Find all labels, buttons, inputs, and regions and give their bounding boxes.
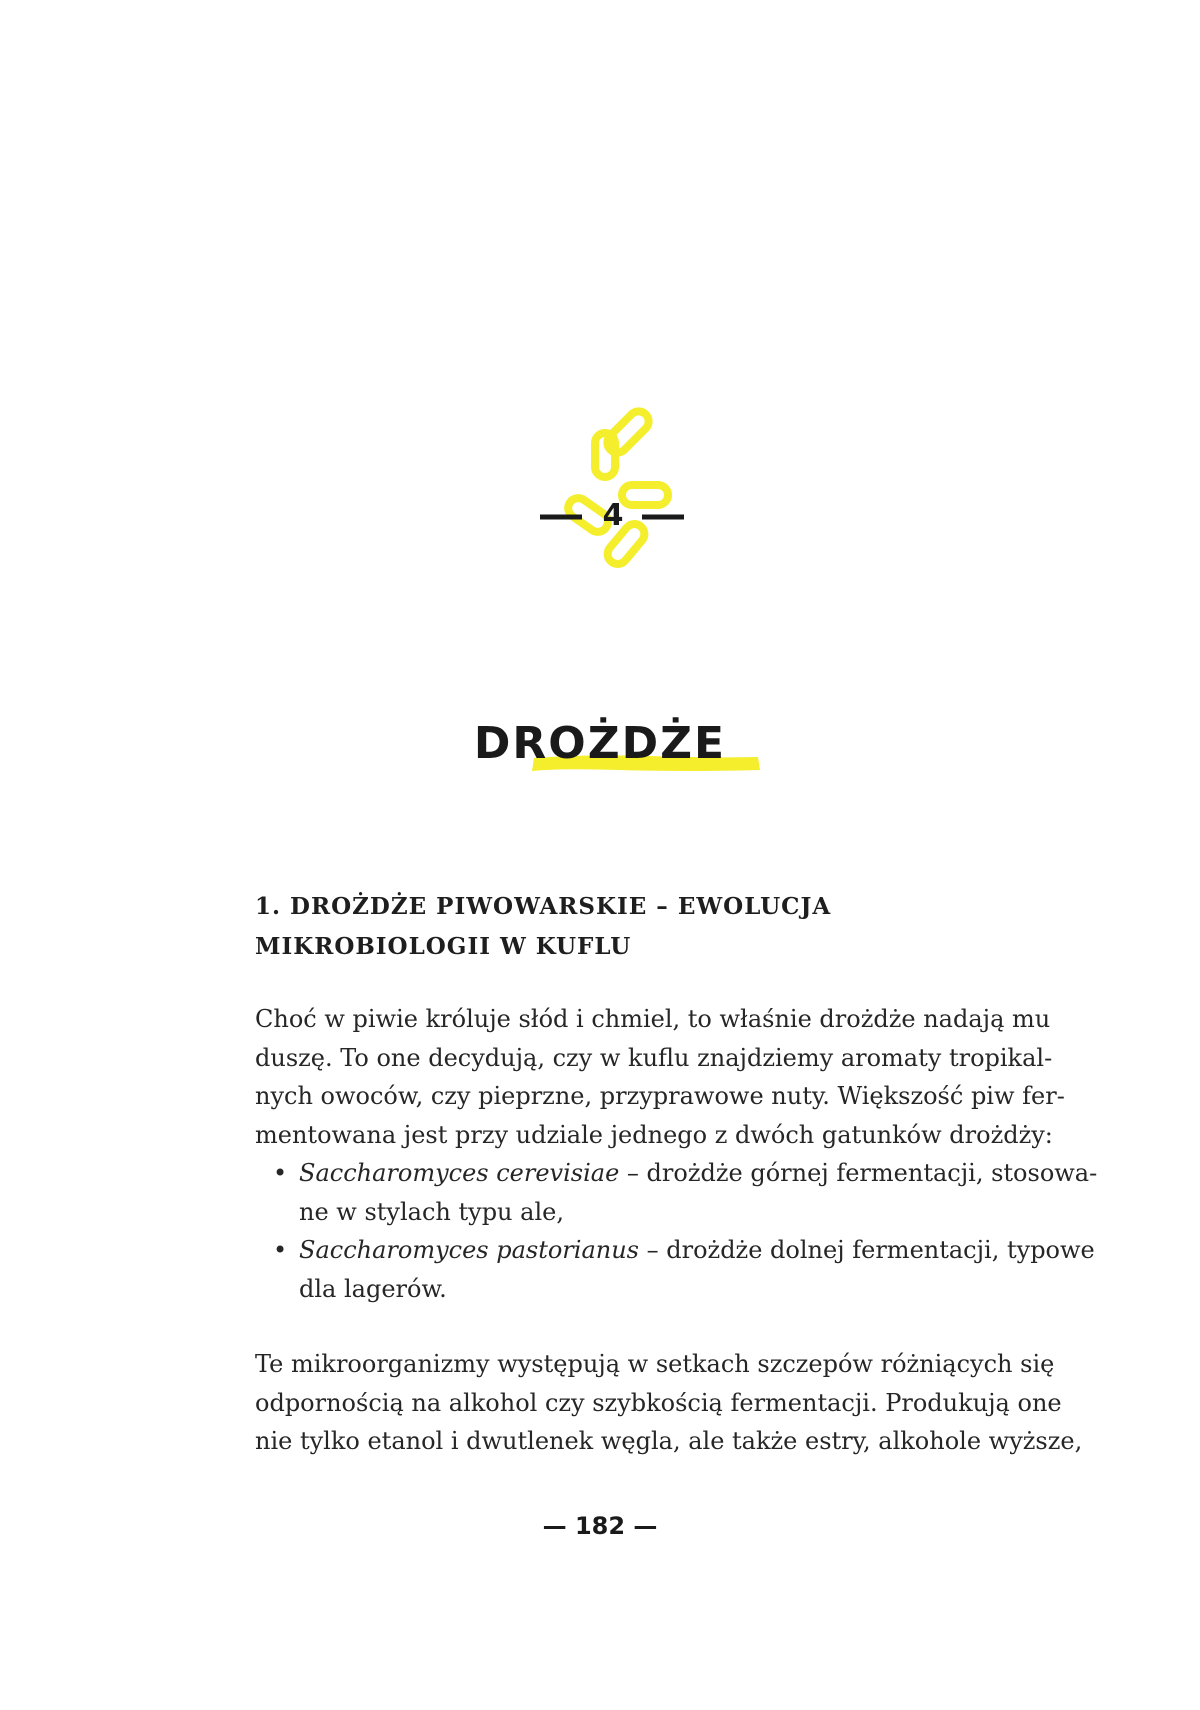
list-item-text: – drożdże dolnej fermentacji, typowe <box>639 1236 1095 1264</box>
yeast-species-list <box>255 1154 1098 1308</box>
chapter-number: 4 <box>602 498 624 533</box>
species-name: Saccharomyces pastorianus <box>299 1236 639 1264</box>
section-heading-line: MIKROBIOLOGII W KUFLU <box>255 933 632 960</box>
list-item-text: dla lagerów. <box>299 1274 447 1303</box>
page-number: — 182 — <box>542 1512 658 1540</box>
list-item <box>255 1154 1098 1231</box>
paragraph-line: Te mikroorganizmy występują w setkach szczepów różniących się <box>255 1350 1055 1378</box>
body-paragraph-1 <box>255 1000 1098 1308</box>
paragraph-line: nie tylko etanol i dwutlenek węgla, ale także estry, alkohole wyższe, <box>255 1427 1083 1455</box>
list-item-text: – drożdże górnej fermentacji, stosowa- <box>619 1159 1098 1187</box>
bullet-icon: • <box>273 1236 288 1264</box>
paragraph-line: nych owoców, czy pieprzne, przyprawowe nuty. Większość piw fer- <box>255 1082 1065 1110</box>
paragraph-line: mentowana jest przy udziale jednego z dwóch gatunków drożdży: <box>255 1120 1053 1149</box>
chapter-emblem <box>540 405 730 595</box>
bullet-icon: • <box>273 1159 288 1187</box>
yeast-cells-icon <box>540 405 730 595</box>
paragraph-line: Choć w piwie króluje słód i chmiel, to właśnie drożdże nadają mu <box>255 1005 1051 1033</box>
chapter-title: DROŻDŻE <box>473 718 727 769</box>
list-item-text: ne w stylach typu ale, <box>299 1197 564 1226</box>
body-paragraph-2 <box>255 1345 1083 1461</box>
list-item <box>255 1231 1095 1308</box>
paragraph-line: odpornością na alkohol czy szybkością fermentacji. Produkują one <box>255 1388 1062 1417</box>
section-heading-line: 1. DROŻDŻE PIWOWARSKIE – EWOLUCJA <box>255 893 832 920</box>
paragraph-line: duszę. To one decydują, czy w kuflu znajdziemy aromaty tropikal- <box>255 1043 1053 1072</box>
species-name: Saccharomyces cerevisiae <box>299 1159 620 1187</box>
section-heading <box>255 887 975 967</box>
